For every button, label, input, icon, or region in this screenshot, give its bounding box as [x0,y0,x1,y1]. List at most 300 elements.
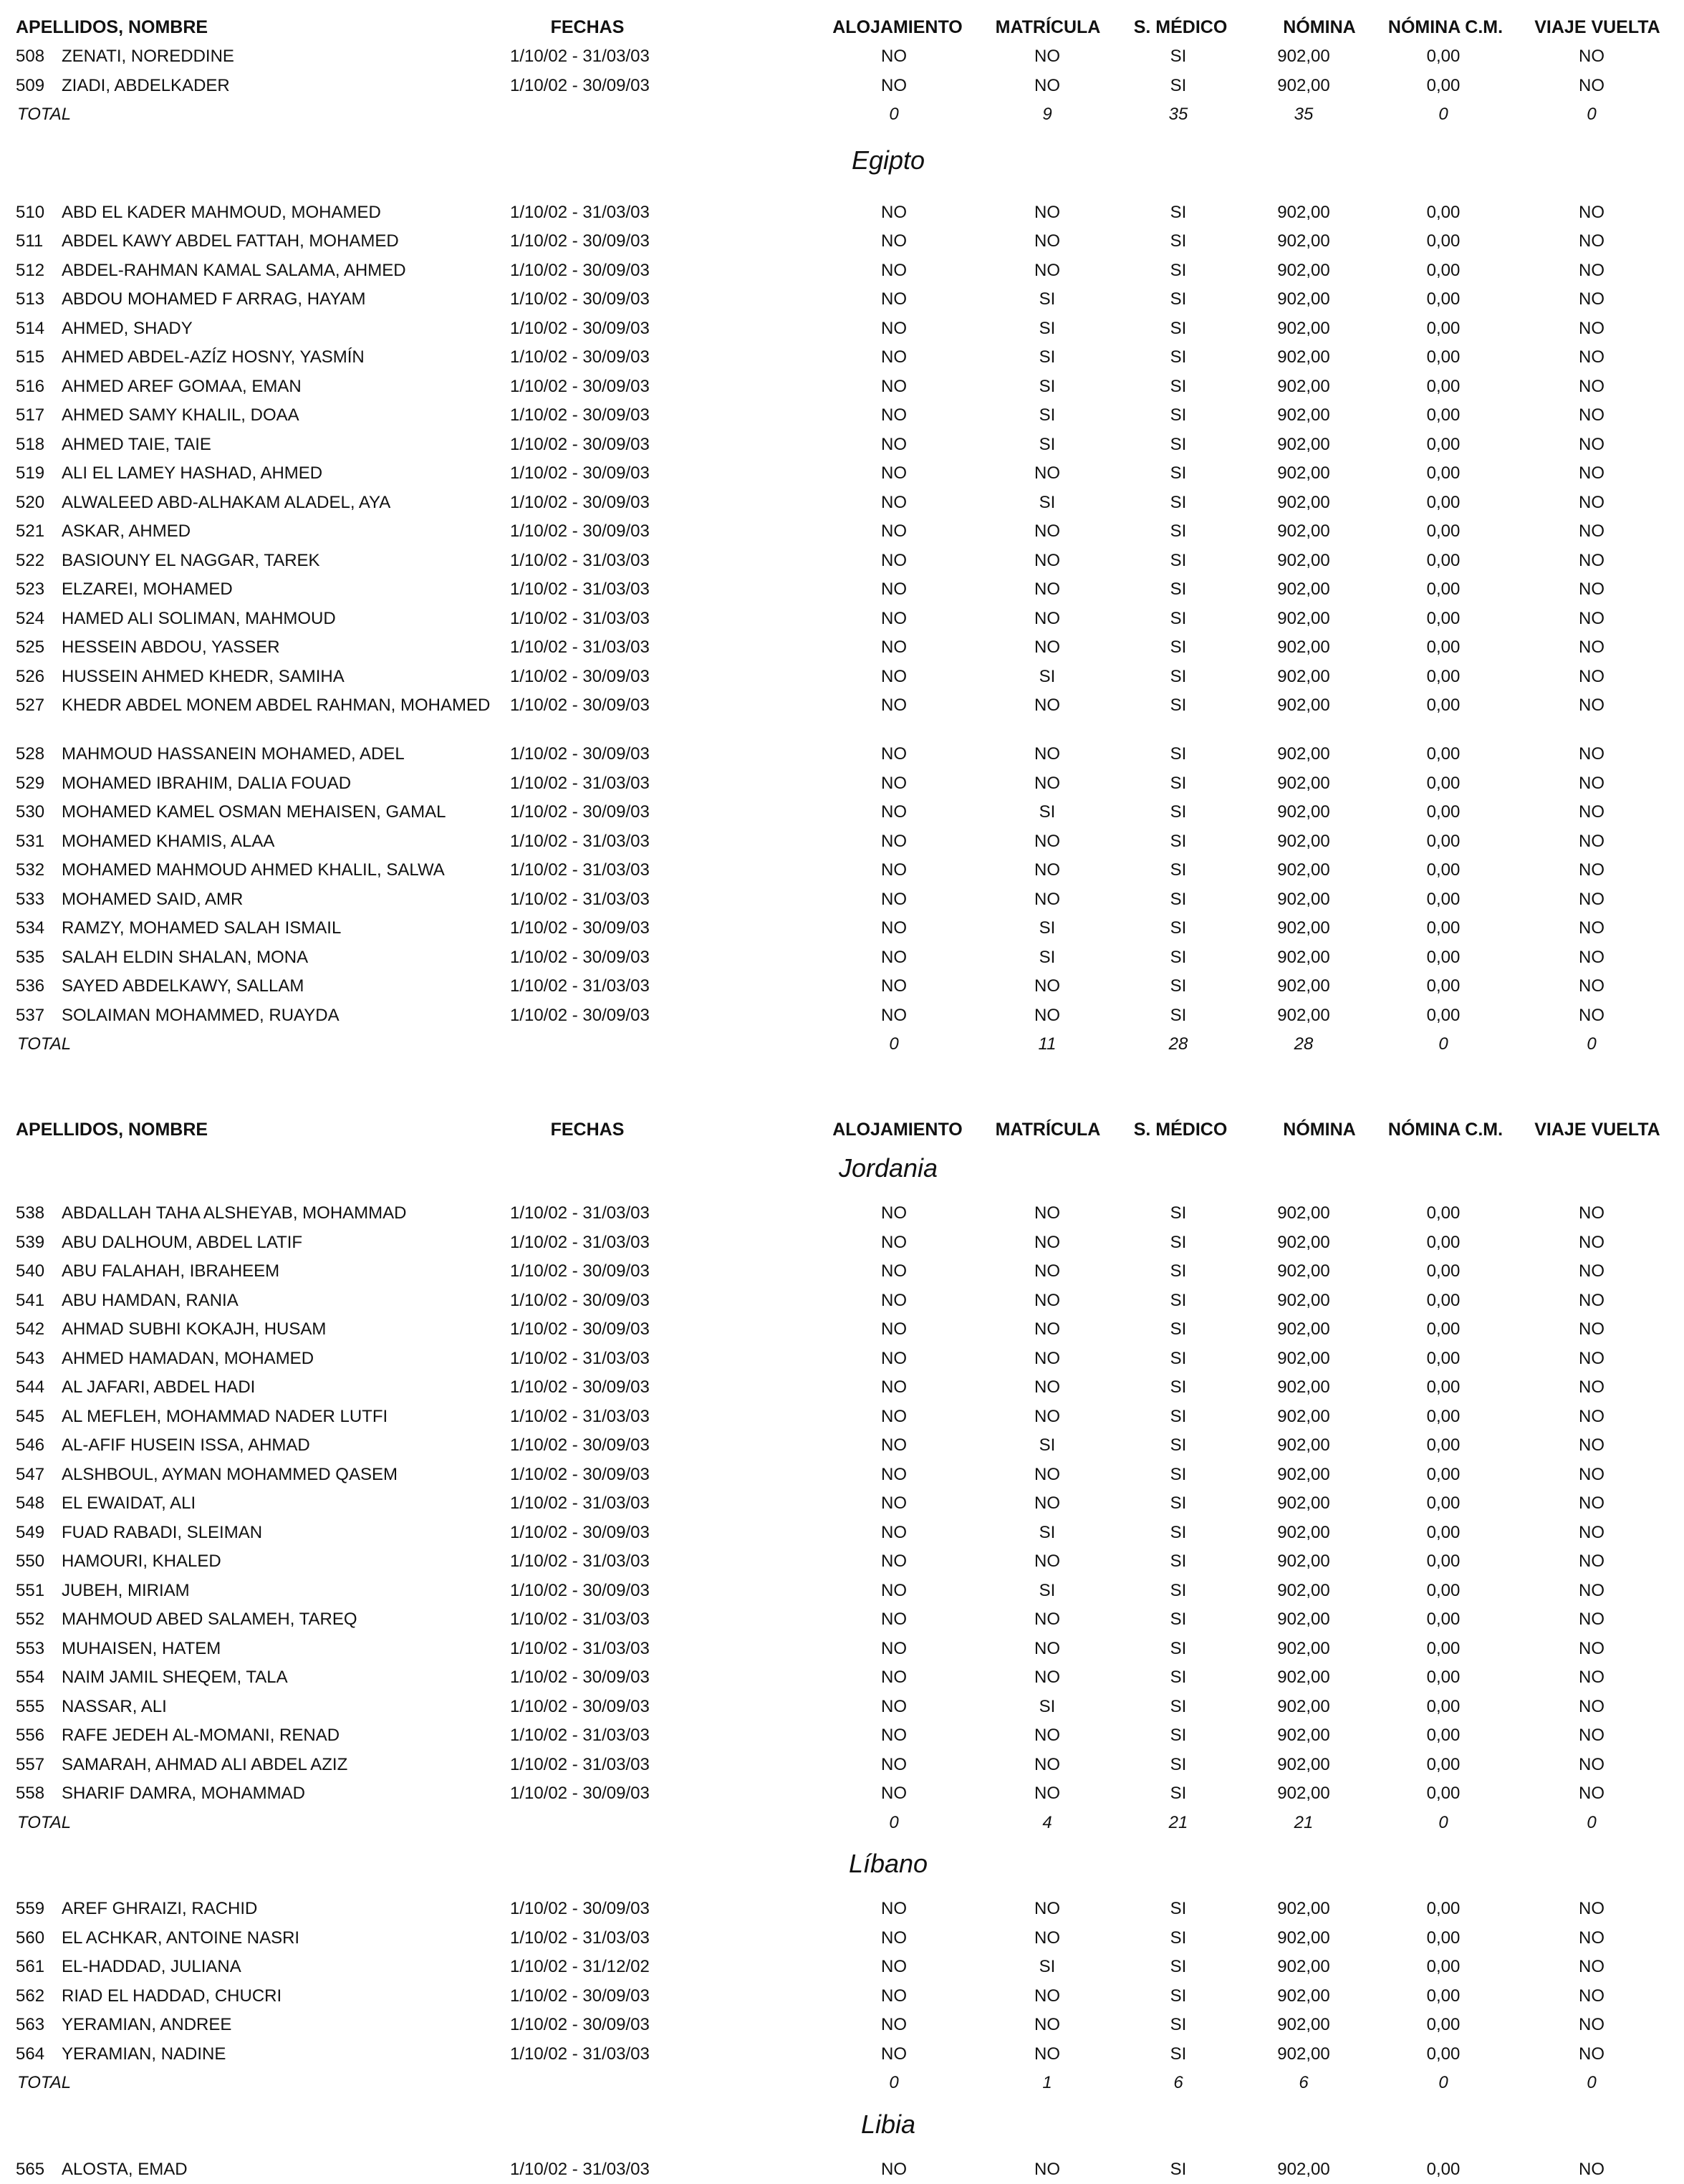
row-matricula: NO [976,2040,1119,2069]
row-number: 512 [16,256,44,286]
row-smedico: SI [1107,1751,1250,1780]
row-number: 526 [16,663,44,692]
table-row [0,1489,1684,1519]
row-alojamiento: NO [822,314,966,344]
row-number: 522 [16,547,44,576]
row-number: 516 [16,372,44,402]
row-nomina: 902,00 [1232,1693,1375,1722]
row-alojamiento: NO [822,972,966,1001]
row-name: SOLAIMAN MOHAMMED, RUAYDA [62,1001,506,1025]
row-viaje: NO [1520,1779,1663,1809]
row-nomina: 902,00 [1232,401,1375,430]
row-viaje: NO [1520,633,1663,663]
row-dates: 1/10/02 - 30/09/03 [510,372,650,402]
table-row [0,885,1684,915]
row-smedico: SI [1107,1635,1250,1664]
row-number: 560 [16,1924,44,1953]
table-row [0,943,1684,973]
row-name: AREF GHRAIZI, RACHID [62,1895,506,1918]
row-nomina-cm: 0,00 [1372,1953,1515,1982]
header-smedico: S. MÉDICO [1109,1115,1252,1144]
row-nomina: 902,00 [1232,1751,1375,1780]
row-matricula: SI [976,914,1119,943]
row-matricula: SI [976,1577,1119,1606]
row-dates: 1/10/02 - 31/03/03 [510,1547,650,1577]
header-dates: FECHAS [516,1115,659,1144]
row-name: MOHAMED SAID, AMR [62,885,506,909]
row-nomina: 902,00 [1232,943,1375,973]
row-matricula: NO [976,1257,1119,1286]
row-alojamiento: NO [822,1982,966,2011]
row-matricula: NO [976,72,1119,101]
row-alojamiento: NO [822,42,966,72]
row-nomina: 902,00 [1232,517,1375,547]
row-nomina: 902,00 [1232,1344,1375,1374]
row-dates: 1/10/02 - 31/03/03 [510,1635,650,1664]
row-nomina-cm: 0,00 [1372,1403,1515,1432]
row-nomina: 902,00 [1232,914,1375,943]
total-nomina-cm: 0 [1372,1809,1515,1838]
row-nomina-cm: 0,00 [1372,1519,1515,1548]
row-nomina-cm: 0,00 [1372,198,1515,228]
country-name: Líbano [0,1842,1684,1886]
row-viaje: NO [1520,1751,1663,1780]
row-number: 550 [16,1547,44,1577]
table-row [0,430,1684,460]
row-number: 513 [16,285,44,314]
row-nomina-cm: 0,00 [1372,1577,1515,1606]
row-name: AHMED HAMADAN, MOHAMED [62,1344,506,1368]
row-number: 517 [16,401,44,430]
row-smedico: SI [1107,1315,1250,1344]
row-alojamiento: NO [822,605,966,634]
row-viaje: NO [1520,401,1663,430]
row-name: SALAH ELDIN SHALAN, MONA [62,943,506,967]
row-nomina: 902,00 [1232,1373,1375,1403]
row-dates: 1/10/02 - 30/09/03 [510,1431,650,1461]
row-smedico: SI [1107,856,1250,885]
row-viaje: NO [1520,1257,1663,1286]
row-name: MAHMOUD HASSANEIN MOHAMED, ADEL [62,740,506,764]
total-row [0,100,1684,130]
row-viaje: NO [1520,1547,1663,1577]
table-row [0,798,1684,827]
row-alojamiento: NO [822,1431,966,1461]
row-number: 536 [16,972,44,1001]
row-viaje: NO [1520,1577,1663,1606]
row-alojamiento: NO [822,1519,966,1548]
row-matricula: NO [976,1895,1119,1924]
row-dates: 1/10/02 - 31/03/03 [510,856,650,885]
row-dates: 1/10/02 - 30/09/03 [510,943,650,973]
table-row [0,1895,1684,1924]
header-dates: FECHAS [516,13,659,42]
row-nomina-cm: 0,00 [1372,1001,1515,1031]
table-row [0,1547,1684,1577]
row-alojamiento: NO [822,1344,966,1374]
row-number: 547 [16,1461,44,1490]
row-smedico: SI [1107,459,1250,489]
row-nomina-cm: 0,00 [1372,1721,1515,1751]
row-viaje: NO [1520,740,1663,769]
row-matricula: NO [976,1199,1119,1228]
row-dates: 1/10/02 - 31/03/03 [510,1228,650,1258]
row-smedico: SI [1107,343,1250,372]
row-matricula: NO [976,227,1119,256]
row-dates: 1/10/02 - 31/03/03 [510,1489,650,1519]
total-alojamiento: 0 [822,1030,966,1059]
row-smedico: SI [1107,885,1250,915]
row-matricula: NO [976,42,1119,72]
total-viaje: 0 [1520,1809,1663,1838]
row-number: 528 [16,740,44,769]
row-name: AL MEFLEH, MOHAMMAD NADER LUTFI [62,1403,506,1426]
row-viaje: NO [1520,1403,1663,1432]
row-matricula: SI [976,430,1119,460]
row-viaje: NO [1520,1924,1663,1953]
country-name: Jordania [0,1146,1684,1190]
row-viaje: NO [1520,1373,1663,1403]
row-smedico: SI [1107,285,1250,314]
row-viaje: NO [1520,1431,1663,1461]
row-nomina-cm: 0,00 [1372,1605,1515,1635]
table-row [0,42,1684,72]
table-row [0,605,1684,634]
row-nomina: 902,00 [1232,1286,1375,1316]
row-nomina-cm: 0,00 [1372,575,1515,605]
row-viaje: NO [1520,1228,1663,1258]
row-nomina: 902,00 [1232,1547,1375,1577]
row-dates: 1/10/02 - 30/09/03 [510,1577,650,1606]
row-alojamiento: NO [822,1228,966,1258]
row-smedico: SI [1107,547,1250,576]
row-matricula: NO [976,1344,1119,1374]
row-name: EL-HADDAD, JULIANA [62,1953,506,1976]
row-alojamiento: NO [822,1403,966,1432]
row-dates: 1/10/02 - 31/03/03 [510,1721,650,1751]
row-nomina-cm: 0,00 [1372,1199,1515,1228]
row-alojamiento: NO [822,1605,966,1635]
row-dates: 1/10/02 - 31/03/03 [510,1924,650,1953]
row-nomina: 902,00 [1232,198,1375,228]
table-row [0,256,1684,286]
country-heading [0,1146,1684,1190]
row-nomina-cm: 0,00 [1372,1982,1515,2011]
row-number: 562 [16,1982,44,2011]
row-smedico: SI [1107,575,1250,605]
row-smedico: SI [1107,489,1250,518]
row-nomina: 902,00 [1232,1403,1375,1432]
row-viaje: NO [1520,605,1663,634]
header-nomina-cm: NÓMINA C.M. [1360,13,1531,42]
row-name: JUBEH, MIRIAM [62,1577,506,1600]
row-matricula: SI [976,1431,1119,1461]
row-nomina-cm: 0,00 [1372,343,1515,372]
row-matricula: NO [976,1489,1119,1519]
row-dates: 1/10/02 - 31/03/03 [510,633,650,663]
row-dates: 1/10/02 - 30/09/03 [510,1779,650,1809]
row-smedico: SI [1107,401,1250,430]
row-alojamiento: NO [822,1751,966,1780]
row-nomina: 902,00 [1232,42,1375,72]
row-name: YERAMIAN, NADINE [62,2040,506,2064]
row-smedico: SI [1107,1344,1250,1374]
row-alojamiento: NO [822,256,966,286]
row-nomina-cm: 0,00 [1372,972,1515,1001]
row-name: SHARIF DAMRA, MOHAMMAD [62,1779,506,1803]
row-dates: 1/10/02 - 31/03/03 [510,575,650,605]
row-number: 537 [16,1001,44,1031]
row-alojamiento: NO [822,1693,966,1722]
row-viaje: NO [1520,2155,1663,2184]
row-smedico: SI [1107,42,1250,72]
row-alojamiento: NO [822,885,966,915]
row-matricula: NO [976,1315,1119,1344]
row-matricula: SI [976,943,1119,973]
row-nomina: 902,00 [1232,459,1375,489]
row-smedico: SI [1107,256,1250,286]
row-alojamiento: NO [822,856,966,885]
row-smedico: SI [1107,663,1250,692]
header-alojamiento: ALOJAMIENTO [812,13,983,42]
row-smedico: SI [1107,1663,1250,1693]
row-alojamiento: NO [822,1779,966,1809]
row-smedico: SI [1107,1228,1250,1258]
row-smedico: SI [1107,2011,1250,2040]
row-viaje: NO [1520,914,1663,943]
row-number: 549 [16,1519,44,1548]
row-alojamiento: NO [822,1257,966,1286]
row-nomina: 902,00 [1232,1982,1375,2011]
table-row [0,227,1684,256]
row-smedico: SI [1107,1286,1250,1316]
row-nomina-cm: 0,00 [1372,1431,1515,1461]
table-row [0,401,1684,430]
table-row [0,1577,1684,1606]
row-smedico: SI [1107,72,1250,101]
row-nomina-cm: 0,00 [1372,798,1515,827]
row-nomina-cm: 0,00 [1372,285,1515,314]
header-row [0,1115,1684,1144]
total-smedico: 21 [1107,1809,1250,1838]
table-row [0,1779,1684,1809]
row-viaje: NO [1520,1489,1663,1519]
row-nomina: 902,00 [1232,691,1375,721]
table-row [0,1751,1684,1780]
table-row [0,1693,1684,1722]
row-nomina: 902,00 [1232,972,1375,1001]
total-nomina-cm: 0 [1372,1030,1515,1059]
row-viaje: NO [1520,256,1663,286]
row-nomina-cm: 0,00 [1372,547,1515,576]
row-nomina-cm: 0,00 [1372,885,1515,915]
total-nomina: 21 [1232,1809,1375,1838]
row-nomina-cm: 0,00 [1372,489,1515,518]
row-dates: 1/10/02 - 30/09/03 [510,2011,650,2040]
row-nomina-cm: 0,00 [1372,1895,1515,1924]
row-number: 514 [16,314,44,344]
row-number: 510 [16,198,44,228]
row-matricula: NO [976,1751,1119,1780]
row-number: 515 [16,343,44,372]
row-viaje: NO [1520,1721,1663,1751]
row-name: MUHAISEN, HATEM [62,1635,506,1658]
row-nomina: 902,00 [1232,1199,1375,1228]
row-matricula: NO [976,972,1119,1001]
row-alojamiento: NO [822,2011,966,2040]
row-dates: 1/10/02 - 30/09/03 [510,1373,650,1403]
row-viaje: NO [1520,1982,1663,2011]
row-viaje: NO [1520,1315,1663,1344]
row-nomina-cm: 0,00 [1372,633,1515,663]
row-smedico: SI [1107,605,1250,634]
row-dates: 1/10/02 - 31/03/03 [510,547,650,576]
row-nomina: 902,00 [1232,1315,1375,1344]
row-name: ABU HAMDAN, RANIA [62,1286,506,1310]
row-viaje: NO [1520,1001,1663,1031]
row-name: ALI EL LAMEY HASHAD, AHMED [62,459,506,483]
row-dates: 1/10/02 - 31/03/03 [510,2155,650,2184]
row-nomina: 902,00 [1232,798,1375,827]
row-alojamiento: NO [822,489,966,518]
header-smedico: S. MÉDICO [1109,13,1252,42]
row-number: 556 [16,1721,44,1751]
row-dates: 1/10/02 - 31/03/03 [510,972,650,1001]
row-name: ABDALLAH TAHA ALSHEYAB, MOHAMMAD [62,1199,506,1223]
row-alojamiento: NO [822,227,966,256]
header-row [0,13,1684,42]
row-viaje: NO [1520,798,1663,827]
row-smedico: SI [1107,740,1250,769]
row-alojamiento: NO [822,372,966,402]
row-matricula: NO [976,517,1119,547]
row-matricula: SI [976,314,1119,344]
row-nomina: 902,00 [1232,1895,1375,1924]
row-smedico: SI [1107,1257,1250,1286]
row-smedico: SI [1107,1199,1250,1228]
row-name: HESSEIN ABDOU, YASSER [62,633,506,657]
row-number: 555 [16,1693,44,1722]
row-name: SAMARAH, AHMAD ALI ABDEL AZIZ [62,1751,506,1774]
row-nomina-cm: 0,00 [1372,827,1515,857]
row-nomina-cm: 0,00 [1372,691,1515,721]
row-matricula: NO [976,605,1119,634]
row-viaje: NO [1520,1635,1663,1664]
row-smedico: SI [1107,1779,1250,1809]
row-name: ABU DALHOUM, ABDEL LATIF [62,1228,506,1252]
row-number: 535 [16,943,44,973]
row-matricula: SI [976,401,1119,430]
row-nomina: 902,00 [1232,1663,1375,1693]
row-nomina: 902,00 [1232,2040,1375,2069]
table-row [0,547,1684,576]
row-viaje: NO [1520,691,1663,721]
table-row [0,198,1684,228]
total-smedico: 28 [1107,1030,1250,1059]
row-name: AHMED AREF GOMAA, EMAN [62,372,506,396]
row-viaje: NO [1520,2011,1663,2040]
total-smedico: 6 [1107,2069,1250,2098]
row-number: 532 [16,856,44,885]
total-nomina: 28 [1232,1030,1375,1059]
row-nomina: 902,00 [1232,1001,1375,1031]
row-viaje: NO [1520,856,1663,885]
row-name: KHEDR ABDEL MONEM ABDEL RAHMAN, MOHAMED [62,691,506,715]
row-alojamiento: NO [822,401,966,430]
table-row [0,575,1684,605]
row-name: AHMED ABDEL-AZÍZ HOSNY, YASMÍN [62,343,506,367]
table-row [0,972,1684,1001]
row-dates: 1/10/02 - 30/09/03 [510,285,650,314]
row-viaje: NO [1520,343,1663,372]
row-nomina-cm: 0,00 [1372,856,1515,885]
row-number: 558 [16,1779,44,1809]
total-viaje: 0 [1520,100,1663,130]
row-name: AHMED, SHADY [62,314,506,338]
row-matricula: NO [976,856,1119,885]
row-viaje: NO [1520,285,1663,314]
row-dates: 1/10/02 - 30/09/03 [510,1895,650,1924]
row-nomina: 902,00 [1232,1519,1375,1548]
row-name: EL ACHKAR, ANTOINE NASRI [62,1924,506,1948]
row-nomina-cm: 0,00 [1372,1663,1515,1693]
row-alojamiento: NO [822,1489,966,1519]
row-smedico: SI [1107,314,1250,344]
row-nomina-cm: 0,00 [1372,1344,1515,1374]
row-viaje: NO [1520,769,1663,799]
row-alojamiento: NO [822,914,966,943]
row-name: MAHMOUD ABED SALAMEH, TAREQ [62,1605,506,1629]
row-number: 534 [16,914,44,943]
row-dates: 1/10/02 - 31/03/03 [510,42,650,72]
row-dates: 1/10/02 - 30/09/03 [510,740,650,769]
row-name: MOHAMED IBRAHIM, DALIA FOUAD [62,769,506,793]
row-alojamiento: NO [822,547,966,576]
table-row [0,372,1684,402]
header-nomina: NÓMINA [1248,13,1391,42]
row-matricula: SI [976,489,1119,518]
row-number: 539 [16,1228,44,1258]
row-alojamiento: NO [822,285,966,314]
row-matricula: NO [976,547,1119,576]
row-nomina: 902,00 [1232,740,1375,769]
row-dates: 1/10/02 - 30/09/03 [510,1461,650,1490]
row-nomina: 902,00 [1232,314,1375,344]
row-nomina: 902,00 [1232,885,1375,915]
row-name: AL-AFIF HUSEIN ISSA, AHMAD [62,1431,506,1455]
row-smedico: SI [1107,1605,1250,1635]
row-dates: 1/10/02 - 31/03/03 [510,769,650,799]
table-row [0,459,1684,489]
row-name: MOHAMED MAHMOUD AHMED KHALIL, SALWA [62,856,506,880]
row-number: 540 [16,1257,44,1286]
table-body-top [0,42,1684,1059]
total-alojamiento: 0 [822,1809,966,1838]
row-nomina-cm: 0,00 [1372,1693,1515,1722]
row-alojamiento: NO [822,2040,966,2069]
row-matricula: SI [976,285,1119,314]
row-viaje: NO [1520,314,1663,344]
row-viaje: NO [1520,517,1663,547]
row-matricula: NO [976,691,1119,721]
row-matricula: NO [976,1605,1119,1635]
row-matricula: NO [976,198,1119,228]
table-row [0,1635,1684,1664]
row-smedico: SI [1107,943,1250,973]
row-smedico: SI [1107,2040,1250,2069]
row-viaje: NO [1520,2040,1663,2069]
row-nomina-cm: 0,00 [1372,1779,1515,1809]
